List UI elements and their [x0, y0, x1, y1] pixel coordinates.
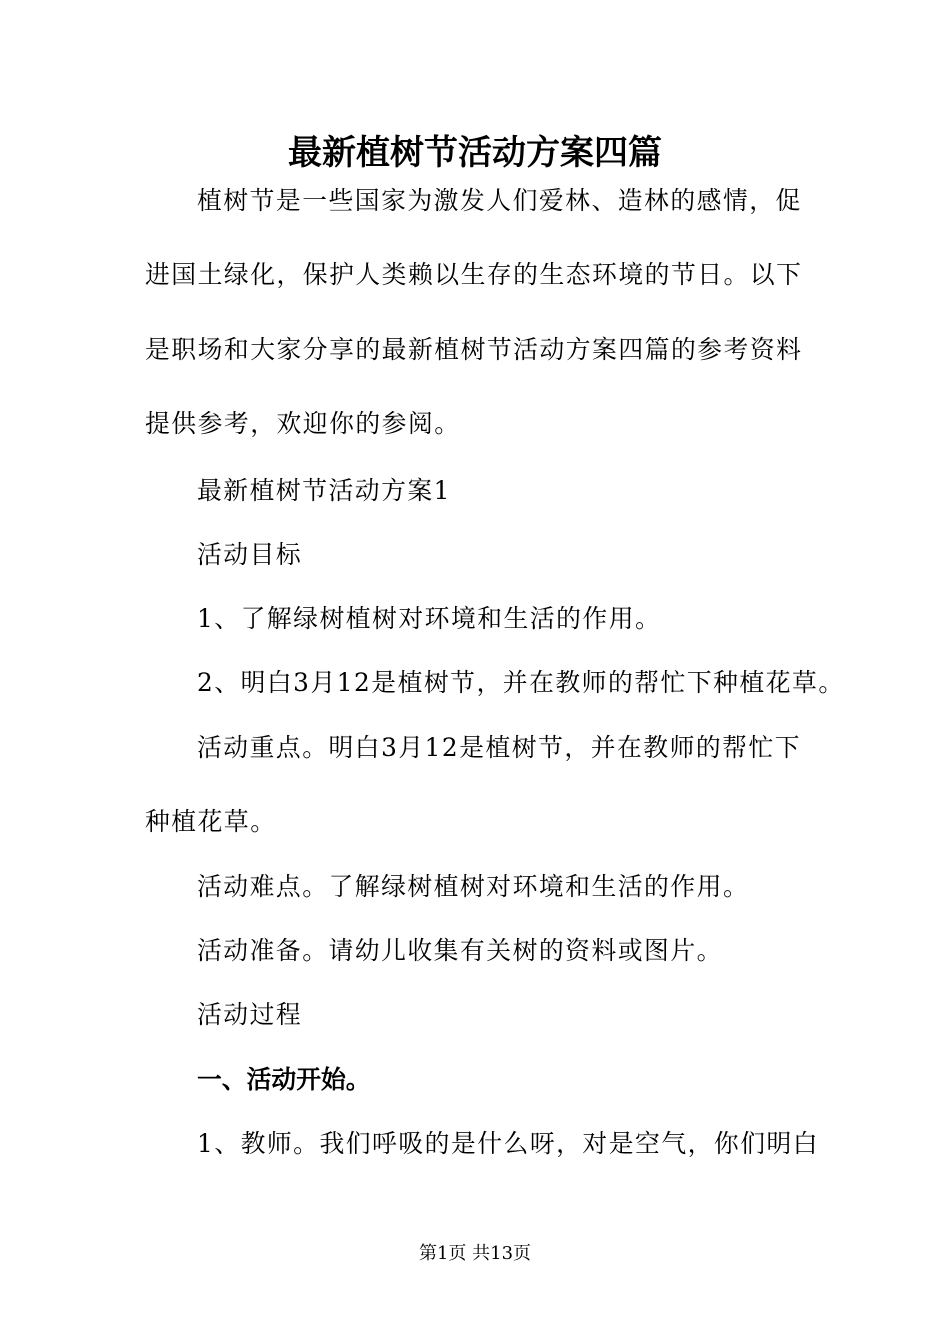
- activity-goals-heading: 活动目标: [197, 540, 303, 569]
- step-one-item-1: 1、教师。我们呼吸的是什么呀，对是空气，你们明白: [197, 1129, 820, 1158]
- intro-line-3: 是职场和大家分享的最新植树节活动方案四篇的参考资料: [145, 335, 803, 364]
- intro-line-2: 进国土绿化，保护人类赖以生存的生态环境的节日。以下: [145, 260, 803, 289]
- intro-line-1: 植树节是一些国家为激发人们爱林、造林的感情，促: [197, 186, 802, 215]
- activity-difficulty: 活动难点。了解绿树植树对环境和生活的作用。: [197, 872, 750, 901]
- intro-line-4: 提供参考，欢迎你的参阅。: [145, 409, 461, 438]
- goal-item-1: 1、了解绿树植树对环境和生活的作用。: [197, 604, 662, 633]
- document-title: 最新植树节活动方案四篇: [288, 133, 662, 173]
- section-heading-plan-1: 最新植树节活动方案1: [197, 476, 451, 505]
- activity-key-point-line-1: 活动重点。明白3月12是植树节，并在教师的帮忙下: [197, 733, 802, 762]
- step-one-heading: 一、活动开始。: [197, 1065, 371, 1094]
- activity-process-heading: 活动过程: [197, 1000, 303, 1029]
- activity-key-point-line-2: 种植花草。: [145, 807, 277, 836]
- page-footer: 第1页 共13页: [418, 1243, 532, 1264]
- goal-item-2: 2、明白3月12是植树节，并在教师的帮忙下种植花草。: [197, 668, 845, 697]
- activity-preparation: 活动准备。请幼儿收集有关树的资料或图片。: [197, 936, 723, 965]
